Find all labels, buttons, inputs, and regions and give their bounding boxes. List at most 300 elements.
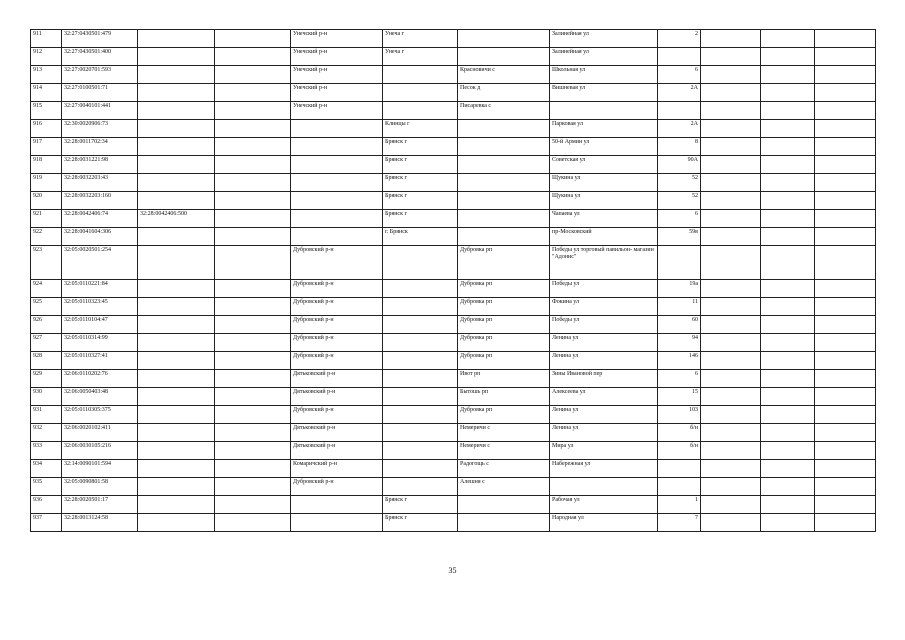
cell-district: Дятьковский р-н bbox=[291, 388, 383, 406]
cell-house: 60 bbox=[658, 316, 701, 334]
table-row bbox=[31, 298, 876, 316]
cell-district: Унечский р-н bbox=[291, 66, 383, 84]
cell-street: Ленина ул bbox=[550, 424, 658, 442]
cell-cadastral-number-2 bbox=[138, 298, 215, 316]
table-row bbox=[31, 352, 876, 370]
cell-empty bbox=[815, 370, 876, 388]
cell-city: г. Брянск bbox=[383, 228, 458, 246]
cell-cadastral-number-2 bbox=[138, 228, 215, 246]
cell-city bbox=[383, 316, 458, 334]
cell-empty bbox=[701, 66, 761, 84]
cell-house: 15 bbox=[658, 388, 701, 406]
cell-house: б/н bbox=[658, 442, 701, 460]
cell-cadastral-number: 32:05:0110305:375 bbox=[62, 406, 138, 424]
cell-cadastral-number-2 bbox=[138, 478, 215, 496]
cell-street: Школьная ул bbox=[550, 66, 658, 84]
cell-cadastral-number: 32:27:0020701:593 bbox=[62, 66, 138, 84]
cell-cadastral-number-2 bbox=[138, 352, 215, 370]
cell-empty bbox=[761, 210, 815, 228]
cell-empty bbox=[815, 460, 876, 478]
cell-city bbox=[383, 478, 458, 496]
cell-district bbox=[291, 192, 383, 210]
cell-house: 52 bbox=[658, 192, 701, 210]
cell-street: Победы ул bbox=[550, 280, 658, 298]
cell-street: Парковая ул bbox=[550, 120, 658, 138]
cell-cadastral-number-2 bbox=[138, 424, 215, 442]
table-row bbox=[31, 156, 876, 174]
cell-settlement bbox=[458, 48, 550, 66]
cell-empty bbox=[815, 388, 876, 406]
cell-cadastral-number: 32:28:0011702:34 bbox=[62, 138, 138, 156]
cell-street: Вишневая ул bbox=[550, 84, 658, 102]
cell-empty bbox=[701, 30, 761, 48]
cell-district: Унечский р-н bbox=[291, 102, 383, 120]
cell-empty bbox=[701, 478, 761, 496]
cell-house: 6 bbox=[658, 66, 701, 84]
cell-city bbox=[383, 460, 458, 478]
cell-empty bbox=[815, 210, 876, 228]
cell-cadastral-number: 32:06:0020102:411 bbox=[62, 424, 138, 442]
cell-house: 6 bbox=[658, 370, 701, 388]
cell-house: 7 bbox=[658, 514, 701, 532]
cell-district: Дубровский р-н bbox=[291, 334, 383, 352]
cell-number: 931 bbox=[31, 406, 62, 424]
cell-settlement: Ивот рп bbox=[458, 370, 550, 388]
cell-empty bbox=[761, 174, 815, 192]
cell-extra bbox=[215, 460, 291, 478]
table-row bbox=[31, 334, 876, 352]
cell-empty bbox=[701, 442, 761, 460]
cell-extra bbox=[215, 120, 291, 138]
cell-extra bbox=[215, 424, 291, 442]
cell-cadastral-number-2 bbox=[138, 66, 215, 84]
cell-house: 2А bbox=[658, 84, 701, 102]
cell-street: Победы ул торговый павильон- магазин "Адонис" bbox=[550, 246, 658, 280]
cell-empty bbox=[701, 138, 761, 156]
cell-empty bbox=[701, 174, 761, 192]
cell-cadastral-number: 32:28:0041604:306 bbox=[62, 228, 138, 246]
cell-cadastral-number-2 bbox=[138, 120, 215, 138]
cell-city: Клинцы г bbox=[383, 120, 458, 138]
cell-cadastral-number: 32:27:0430501:400 bbox=[62, 48, 138, 66]
cell-settlement: Радогощь с bbox=[458, 460, 550, 478]
cell-settlement: Писаревка с bbox=[458, 102, 550, 120]
cell-street: Чапаева ул bbox=[550, 210, 658, 228]
cell-empty bbox=[815, 246, 876, 280]
cell-house: б/н bbox=[658, 424, 701, 442]
cell-empty bbox=[815, 66, 876, 84]
cell-district bbox=[291, 514, 383, 532]
cell-empty bbox=[815, 48, 876, 66]
cell-cadastral-number: 32:14:0090101:594 bbox=[62, 460, 138, 478]
cell-street bbox=[550, 102, 658, 120]
cell-extra bbox=[215, 156, 291, 174]
cell-house: 2А bbox=[658, 120, 701, 138]
page-number: 35 bbox=[448, 566, 457, 575]
cell-number: 927 bbox=[31, 334, 62, 352]
table-row bbox=[31, 514, 876, 532]
cell-house: 19а bbox=[658, 280, 701, 298]
cell-house: 11 bbox=[658, 298, 701, 316]
cell-house: 94 bbox=[658, 334, 701, 352]
table-row bbox=[31, 228, 876, 246]
cell-empty bbox=[761, 120, 815, 138]
cell-empty bbox=[815, 156, 876, 174]
cell-empty bbox=[701, 192, 761, 210]
cell-street: Фокина ул bbox=[550, 298, 658, 316]
cell-empty bbox=[815, 424, 876, 442]
cell-settlement: Красновичи с bbox=[458, 66, 550, 84]
cell-empty bbox=[815, 514, 876, 532]
cell-empty bbox=[815, 406, 876, 424]
table-row bbox=[31, 192, 876, 210]
cell-city bbox=[383, 388, 458, 406]
cell-empty bbox=[815, 478, 876, 496]
cell-cadastral-number-2 bbox=[138, 460, 215, 478]
cell-cadastral-number-2 bbox=[138, 48, 215, 66]
cell-number: 926 bbox=[31, 316, 62, 334]
cell-settlement: Дубровка рп bbox=[458, 298, 550, 316]
cell-empty bbox=[815, 298, 876, 316]
cell-district: Дубровский р-н bbox=[291, 246, 383, 280]
cell-cadastral-number: 32:28:0032203:43 bbox=[62, 174, 138, 192]
cell-cadastral-number: 32:05:0020501:254 bbox=[62, 246, 138, 280]
cell-number: 923 bbox=[31, 246, 62, 280]
cell-city: Брянск г bbox=[383, 514, 458, 532]
cell-number: 915 bbox=[31, 102, 62, 120]
cell-empty bbox=[701, 352, 761, 370]
cell-number: 932 bbox=[31, 424, 62, 442]
cell-city bbox=[383, 370, 458, 388]
cell-extra bbox=[215, 280, 291, 298]
cell-cadastral-number-2 bbox=[138, 334, 215, 352]
cell-extra bbox=[215, 30, 291, 48]
cell-cadastral-number: 32:05:0090801:58 bbox=[62, 478, 138, 496]
cell-district: Дубровский р-н bbox=[291, 298, 383, 316]
cell-empty bbox=[701, 246, 761, 280]
cell-empty bbox=[701, 514, 761, 532]
cell-settlement: Немеричи с bbox=[458, 424, 550, 442]
cell-empty bbox=[761, 352, 815, 370]
cell-empty bbox=[701, 48, 761, 66]
cell-extra bbox=[215, 406, 291, 424]
cell-street: Залинейная ул bbox=[550, 48, 658, 66]
cell-district: Дятьковский р-н bbox=[291, 370, 383, 388]
cell-cadastral-number-2 bbox=[138, 388, 215, 406]
cell-extra bbox=[215, 370, 291, 388]
cell-empty bbox=[815, 442, 876, 460]
cell-empty bbox=[815, 316, 876, 334]
cell-number: 925 bbox=[31, 298, 62, 316]
cell-cadastral-number: 32:06:0030105:216 bbox=[62, 442, 138, 460]
cell-street: Зины Ивановой пер bbox=[550, 370, 658, 388]
cell-cadastral-number: 32:06:0110202:76 bbox=[62, 370, 138, 388]
cell-district bbox=[291, 138, 383, 156]
table-row bbox=[31, 478, 876, 496]
cell-empty bbox=[761, 460, 815, 478]
cell-city bbox=[383, 352, 458, 370]
table-row bbox=[31, 120, 876, 138]
cell-extra bbox=[215, 48, 291, 66]
cell-street: Набережная ул bbox=[550, 460, 658, 478]
cell-number: 935 bbox=[31, 478, 62, 496]
cell-settlement: Песок д bbox=[458, 84, 550, 102]
cell-district: Дубровский р-н bbox=[291, 316, 383, 334]
cell-empty bbox=[815, 280, 876, 298]
cell-empty bbox=[761, 316, 815, 334]
cell-extra bbox=[215, 514, 291, 532]
cell-cadastral-number-2 bbox=[138, 138, 215, 156]
cell-cadastral-number: 32:28:0031221:98 bbox=[62, 156, 138, 174]
cell-settlement bbox=[458, 138, 550, 156]
cell-empty bbox=[815, 192, 876, 210]
cell-empty bbox=[761, 442, 815, 460]
cell-district bbox=[291, 174, 383, 192]
cell-city: Брянск г bbox=[383, 156, 458, 174]
cell-street: Победы ул bbox=[550, 316, 658, 334]
cell-house bbox=[658, 48, 701, 66]
cell-empty bbox=[815, 334, 876, 352]
cell-cadastral-number-2 bbox=[138, 280, 215, 298]
cell-extra bbox=[215, 102, 291, 120]
cell-settlement bbox=[458, 30, 550, 48]
cell-number: 912 bbox=[31, 48, 62, 66]
cell-cadastral-number-2: 32:28:0042406:500 bbox=[138, 210, 215, 228]
cell-street: Ленина ул bbox=[550, 406, 658, 424]
cell-settlement bbox=[458, 210, 550, 228]
cell-settlement bbox=[458, 228, 550, 246]
cell-house bbox=[658, 460, 701, 478]
cell-cadastral-number: 32:28:0013124:58 bbox=[62, 514, 138, 532]
cell-empty bbox=[701, 460, 761, 478]
cell-house: 6 bbox=[658, 210, 701, 228]
cell-empty bbox=[701, 316, 761, 334]
cell-cadastral-number-2 bbox=[138, 496, 215, 514]
cell-district: Унечский р-н bbox=[291, 48, 383, 66]
cell-empty bbox=[815, 30, 876, 48]
cell-city: Брянск г bbox=[383, 138, 458, 156]
cell-empty bbox=[701, 228, 761, 246]
cell-empty bbox=[761, 406, 815, 424]
cell-empty bbox=[701, 210, 761, 228]
cell-empty bbox=[815, 102, 876, 120]
cell-empty bbox=[701, 388, 761, 406]
cell-extra bbox=[215, 84, 291, 102]
cell-house: 59в bbox=[658, 228, 701, 246]
cell-house: 90А bbox=[658, 156, 701, 174]
cell-house: 1 bbox=[658, 496, 701, 514]
cell-street: Мира ул bbox=[550, 442, 658, 460]
cell-settlement: Дубровка рп bbox=[458, 334, 550, 352]
table-row bbox=[31, 460, 876, 478]
cell-cadastral-number-2 bbox=[138, 102, 215, 120]
table-row bbox=[31, 138, 876, 156]
cell-number: 936 bbox=[31, 496, 62, 514]
cell-city bbox=[383, 102, 458, 120]
cell-empty bbox=[701, 156, 761, 174]
cell-empty bbox=[701, 120, 761, 138]
cell-cadastral-number-2 bbox=[138, 316, 215, 334]
cell-cadastral-number-2 bbox=[138, 84, 215, 102]
cell-city bbox=[383, 66, 458, 84]
cell-empty bbox=[701, 334, 761, 352]
cell-empty bbox=[761, 478, 815, 496]
cell-empty bbox=[761, 298, 815, 316]
cell-city bbox=[383, 280, 458, 298]
cell-cadastral-number: 32:27:0430501:479 bbox=[62, 30, 138, 48]
cell-empty bbox=[815, 120, 876, 138]
cell-settlement: Алешня с bbox=[458, 478, 550, 496]
cell-cadastral-number: 32:28:0020501:17 bbox=[62, 496, 138, 514]
cell-house: 146 bbox=[658, 352, 701, 370]
cell-settlement: Дубровка рп bbox=[458, 316, 550, 334]
cell-empty bbox=[701, 280, 761, 298]
cell-district: Унечский р-н bbox=[291, 30, 383, 48]
cell-number: 916 bbox=[31, 120, 62, 138]
cell-settlement bbox=[458, 156, 550, 174]
cell-empty bbox=[761, 156, 815, 174]
cell-city: Брянск г bbox=[383, 496, 458, 514]
cell-street: Алексеева ул bbox=[550, 388, 658, 406]
table-row bbox=[31, 424, 876, 442]
cell-district bbox=[291, 496, 383, 514]
cell-extra bbox=[215, 352, 291, 370]
cell-street: Залинейная ул bbox=[550, 30, 658, 48]
cell-number: 913 bbox=[31, 66, 62, 84]
cell-settlement bbox=[458, 192, 550, 210]
cell-district: Дятьковский р-н bbox=[291, 442, 383, 460]
cell-empty bbox=[761, 30, 815, 48]
cell-cadastral-number-2 bbox=[138, 174, 215, 192]
cell-district: Дубровский р-н bbox=[291, 406, 383, 424]
cell-settlement bbox=[458, 174, 550, 192]
cell-cadastral-number: 32:06:0050403:48 bbox=[62, 388, 138, 406]
cell-extra bbox=[215, 174, 291, 192]
cell-house: 103 bbox=[658, 406, 701, 424]
cell-cadastral-number-2 bbox=[138, 514, 215, 532]
cell-district: Дубровский р-н bbox=[291, 352, 383, 370]
cell-number: 924 bbox=[31, 280, 62, 298]
cell-number: 929 bbox=[31, 370, 62, 388]
cell-empty bbox=[761, 228, 815, 246]
cell-number: 937 bbox=[31, 514, 62, 532]
cell-street: Щукина ул bbox=[550, 192, 658, 210]
cell-city bbox=[383, 84, 458, 102]
table-row bbox=[31, 174, 876, 192]
cell-house bbox=[658, 478, 701, 496]
cell-empty bbox=[761, 370, 815, 388]
cell-house: 2 bbox=[658, 30, 701, 48]
cell-cadastral-number: 32:27:0100501:71 bbox=[62, 84, 138, 102]
cell-extra bbox=[215, 478, 291, 496]
table-body bbox=[31, 30, 876, 532]
table-row bbox=[31, 84, 876, 102]
table-row bbox=[31, 30, 876, 48]
cell-district: Дятьковский р-н bbox=[291, 424, 383, 442]
table-row bbox=[31, 246, 876, 280]
cell-settlement bbox=[458, 514, 550, 532]
cell-settlement: Дубровка рп bbox=[458, 352, 550, 370]
cell-empty bbox=[761, 334, 815, 352]
cell-empty bbox=[701, 84, 761, 102]
cell-district: Дубровский р-н bbox=[291, 478, 383, 496]
cell-number: 914 bbox=[31, 84, 62, 102]
cell-number: 933 bbox=[31, 442, 62, 460]
cell-empty bbox=[761, 496, 815, 514]
cell-cadastral-number-2 bbox=[138, 442, 215, 460]
cell-extra bbox=[215, 246, 291, 280]
cell-extra bbox=[215, 210, 291, 228]
cell-city: Брянск г bbox=[383, 192, 458, 210]
cell-street: Советская ул bbox=[550, 156, 658, 174]
table-row bbox=[31, 66, 876, 84]
cell-cadastral-number: 32:27:0040101:441 bbox=[62, 102, 138, 120]
cell-settlement: Немеричи с bbox=[458, 442, 550, 460]
table-row bbox=[31, 102, 876, 120]
cell-extra bbox=[215, 138, 291, 156]
cell-extra bbox=[215, 388, 291, 406]
cell-extra bbox=[215, 66, 291, 84]
cell-district: Унечский р-н bbox=[291, 84, 383, 102]
cell-empty bbox=[761, 84, 815, 102]
cell-city: Унеча г bbox=[383, 30, 458, 48]
cell-number: 917 bbox=[31, 138, 62, 156]
cell-house bbox=[658, 102, 701, 120]
table-row bbox=[31, 388, 876, 406]
cell-number: 922 bbox=[31, 228, 62, 246]
cell-city bbox=[383, 246, 458, 280]
cell-extra bbox=[215, 298, 291, 316]
cell-street: 50-й Армии ул bbox=[550, 138, 658, 156]
cell-number: 920 bbox=[31, 192, 62, 210]
cell-cadastral-number-2 bbox=[138, 192, 215, 210]
cell-empty bbox=[815, 352, 876, 370]
cell-empty bbox=[701, 370, 761, 388]
cell-empty bbox=[815, 228, 876, 246]
cell-empty bbox=[701, 496, 761, 514]
cell-number: 930 bbox=[31, 388, 62, 406]
cell-settlement: Дубровка рп bbox=[458, 246, 550, 280]
register-table bbox=[30, 29, 876, 532]
cell-empty bbox=[815, 174, 876, 192]
cell-settlement bbox=[458, 120, 550, 138]
cell-empty bbox=[761, 246, 815, 280]
cell-street: Ленина ул bbox=[550, 334, 658, 352]
cell-district: Комаричский р-н bbox=[291, 460, 383, 478]
cell-settlement: Дубровка рп bbox=[458, 280, 550, 298]
cell-number: 921 bbox=[31, 210, 62, 228]
cell-cadastral-number-2 bbox=[138, 406, 215, 424]
cell-street: пр-Московский bbox=[550, 228, 658, 246]
cell-extra bbox=[215, 442, 291, 460]
cell-cadastral-number-2 bbox=[138, 370, 215, 388]
cell-cadastral-number: 32:30:0020906:73 bbox=[62, 120, 138, 138]
cell-cadastral-number-2 bbox=[138, 30, 215, 48]
cell-cadastral-number: 32:05:0110323:45 bbox=[62, 298, 138, 316]
cell-cadastral-number: 32:05:0110104:47 bbox=[62, 316, 138, 334]
cell-settlement: Бытошь рп bbox=[458, 388, 550, 406]
table-row bbox=[31, 496, 876, 514]
cell-cadastral-number-2 bbox=[138, 156, 215, 174]
cell-cadastral-number: 32:28:0032203:160 bbox=[62, 192, 138, 210]
cell-settlement bbox=[458, 496, 550, 514]
cell-cadastral-number-2 bbox=[138, 246, 215, 280]
cell-city: Унеча г bbox=[383, 48, 458, 66]
cell-city bbox=[383, 406, 458, 424]
cell-empty bbox=[701, 406, 761, 424]
cell-number: 928 bbox=[31, 352, 62, 370]
cell-street: Щукина ул bbox=[550, 174, 658, 192]
